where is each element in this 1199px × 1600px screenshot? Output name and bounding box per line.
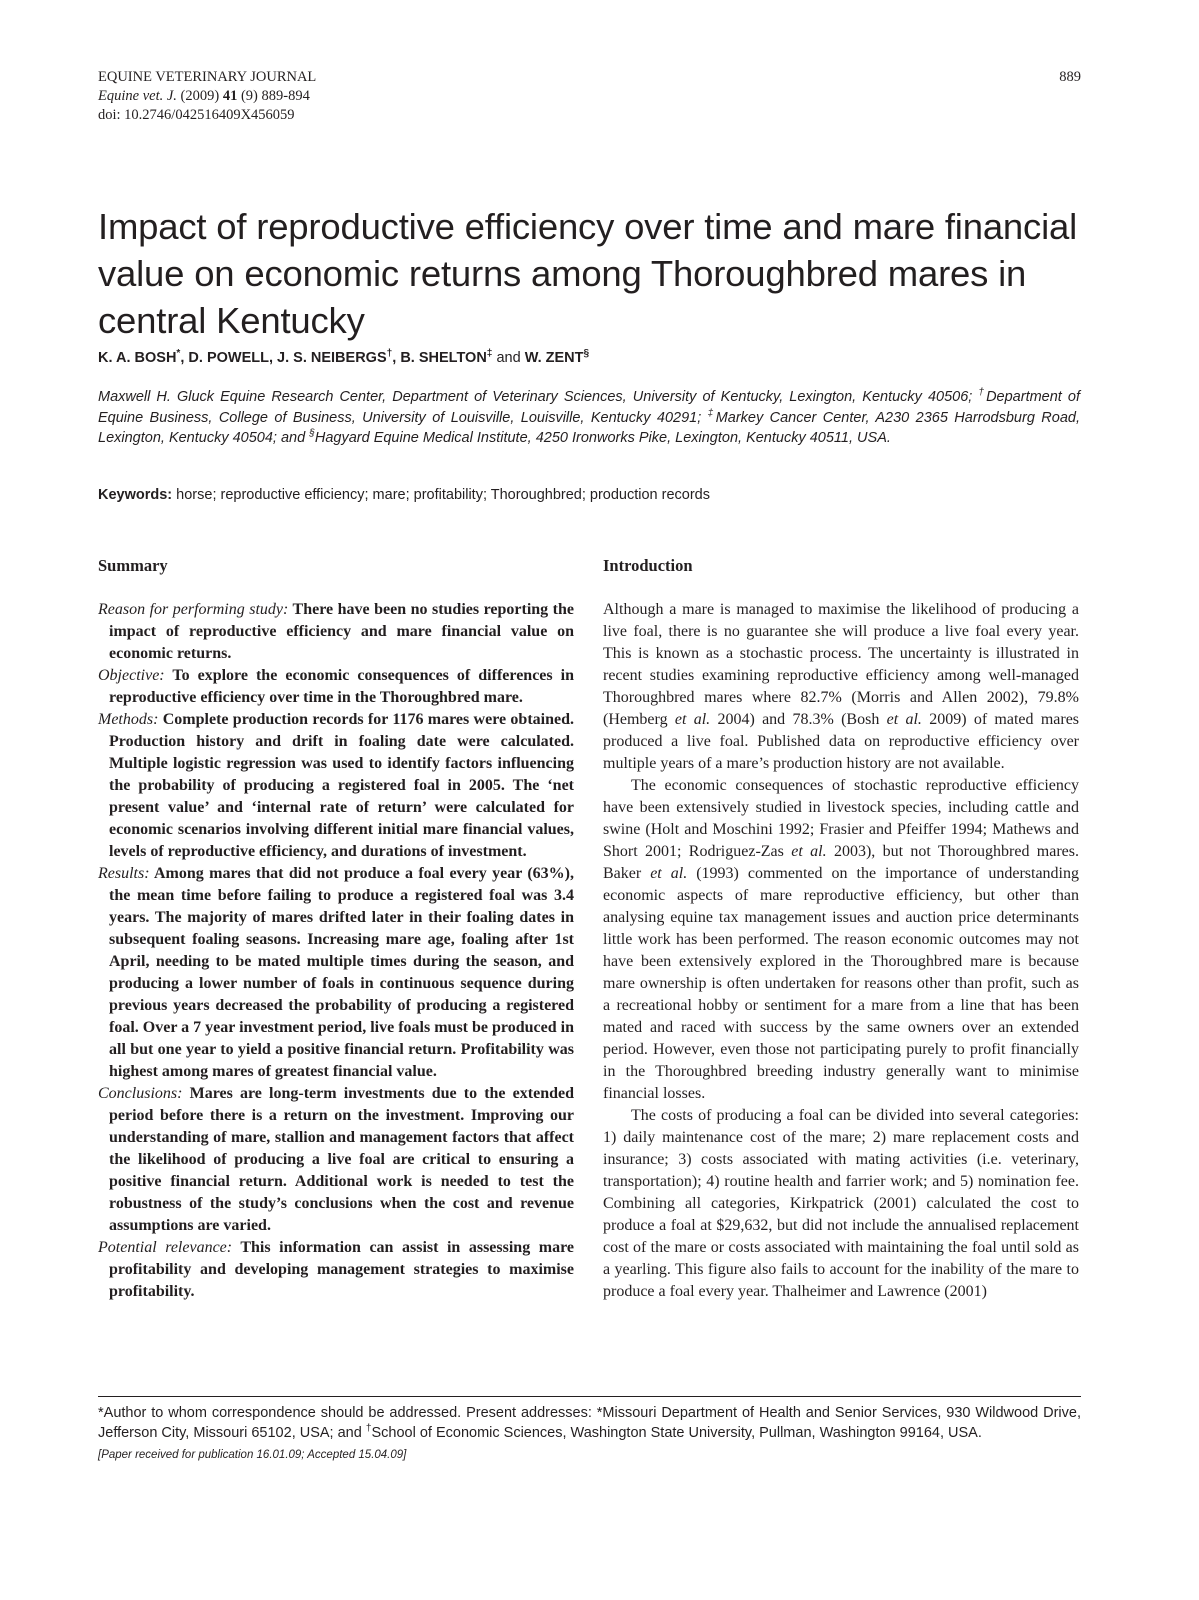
summary-relevance (98, 1237, 574, 1303)
footnote-mark: † (365, 1422, 372, 1434)
introduction-column (603, 555, 1079, 1303)
summary-label: Results: (98, 865, 150, 882)
author-1-mark: * (176, 348, 181, 360)
summary-methods (98, 709, 574, 863)
intro-text: 2004) and 78.3% (Bosh (710, 711, 887, 728)
authors-and: and (492, 350, 525, 366)
affiliation-2-mark: † (978, 387, 987, 399)
summary-label: Objective: (98, 667, 165, 684)
summary-label: Conclusions: (98, 1085, 183, 1102)
footnote-text: *Author to whom correspondence should be addressed. Present addresses: *Missouri Department of Health and Senior Services, 930 Wildwood Drive, Jefferson City, Missouri 65102, USA; and (98, 1405, 1081, 1441)
author-list (98, 350, 589, 366)
citation-volume: 41 (222, 88, 238, 104)
citation-issue-pages: (9) 889-894 (237, 88, 310, 104)
intro-paragraph-3: The costs of producing a foal can be divided into several categories: 1) daily maintenance cost of the mare; 2) mare replacement costs and insurance; 3) costs associated with mating activities (i.e. veterinary, transportation); 4) routine health and farrier work; and 5) nomination fee. Combining all categories, Kirkpatrick (2001) calculated the cost to produce a foal at $29,632, but did not include the annualised replacement cost of the mare or costs associated with maintaining the foal until sold as a yearling. This figure also fails to account for the inability of the mare to produce a foal every year. Thalheimer and Lawrence (2001) (603, 1107, 1079, 1300)
intro-text: 2003), but not Thoroughbred mares. Baker (603, 843, 1079, 882)
keywords (98, 487, 710, 503)
author-5-mark: § (583, 348, 590, 360)
summary-text: There have been no studies reporting the impact of reproductive efficiency and mare financial value on economic returns. (109, 601, 575, 662)
summary-text: Mares are long-term investments due to the extended period before there is a return on the investment. Improving our understanding of mare, stallion and management factors that affect the likelihood of producing a live foal are critical to ensuring a positive financial return. Additional work is needed to test the robustness of the study’s conclusions when the cost and revenue assumptions are varied. (109, 1085, 574, 1234)
footnote-text: School of Economic Sciences, Washington State University, Pullman, Washington 99164, USA. (371, 1424, 982, 1441)
intro-paragraph-1 (603, 599, 1079, 775)
received-dates: [Paper received for publication 16.01.09; Accepted 15.04.09] (98, 1449, 407, 1461)
keywords-text: horse; reproductive efficiency; mare; profitability; Thoroughbred; production records (172, 487, 710, 503)
summary-label: Potential relevance: (98, 1239, 233, 1256)
intro-paragraph-2 (603, 775, 1079, 1105)
affiliation-1: Maxwell H. Gluck Equine Research Center, Department of Veterinary Sciences, University of Kentucky, Lexington, Kentucky 40506; (98, 389, 979, 405)
author-4-mark: ‡ (486, 348, 493, 360)
affiliation-2: Department of Equine Business, College of Business, University of Louisville, Louisville, Kentucky 40291; (98, 389, 1080, 426)
footnotes (98, 1396, 1081, 1466)
author-5: W. ZENT (524, 350, 584, 366)
introduction-heading: Introduction (603, 556, 693, 575)
summary-text: To explore the economic consequences of differences in reproductive efficiency over time in the Thoroughbred mare. (109, 667, 574, 706)
authors-2-3: , D. POWELL, J. S. NEIBERGS (180, 350, 387, 366)
intro-text: (1993) commented on the importance of understanding economic aspects of mare reproductive efficiency, but other than analysing equine tax management issues and auction price determinants little work has been performed. The reason economic outcomes may not have been extensively explored in the Thoroughbred mare is because mare ownership is often undertaken for reasons other than profit, such as a recreational hobby or sentiment for a mare from a line that has been mated and raced with success by the same owners over an extended period. However, even those not participating purely to profit financially in the Thoroughbred breeding industry generally want to minimise financial losses. (603, 865, 1079, 1102)
summary-text: Among mares that did not produce a foal every year (63%), the mean time before failing to produce a registered foal was 3.4 years. The majority of mares drifted later in their foaling dates in subsequent foaling seasons. Increasing mare age, foaling after 1st April, needing to be mated multiple times during the season, and producing a lower number of foals in continuous sequence during previous years decreased the probability of producing a registered foal. Over a 7 year investment period, live foals must be produced in all but one year to yield a positive financial return. Profitability was highest among mares of greatest financial value. (109, 865, 574, 1080)
affiliation-3: Markey Cancer Center, A230 2365 Harrodsburg Road, Lexington, Kentucky 40504; and (98, 409, 1080, 446)
summary-text: This information can assist in assessing mare profitability and developing management strategies to maximise profitability. (109, 1239, 574, 1300)
author-1: K. A. BOSH (98, 350, 177, 366)
intro-etal: et al. (791, 843, 827, 860)
affiliation-4-mark: § (309, 428, 315, 440)
intro-text: 2009) of mated mares produced a live foal. Published data on reproductive efficiency over multiple years of a mare’s production history are not available. (603, 711, 1080, 772)
summary-label: Methods: (98, 711, 159, 728)
affiliation-3-mark: ‡ (707, 407, 716, 419)
correspondence-footnote (98, 1404, 1081, 1443)
author-3-mark: † (386, 348, 393, 360)
summary-conclusions (98, 1083, 574, 1237)
summary-objective (98, 665, 574, 709)
journal-name: EQUINE VETERINARY JOURNAL (98, 69, 317, 85)
doi: doi: 10.2746/042516409X456059 (98, 107, 295, 123)
summary-heading: Summary (98, 556, 168, 575)
intro-text: Although a mare is managed to maximise the likelihood of producing a live foal, there is no guarantee she will produce a live foal every year. This is known as a stochastic process. The uncertainty is illustrated in recent studies examining reproductive efficiency among well-managed Thoroughbred mares where 82.7% (Morris and Allen 2002), 79.8% (Hemberg (603, 601, 1079, 728)
affiliations (98, 387, 1080, 449)
summary-reason (98, 599, 574, 665)
summary-label: Reason for performing study: (98, 601, 289, 618)
intro-etal: et al. (886, 711, 922, 728)
article-title: Impact of reproductive efficiency over time and mare financial value on economic returns among Thoroughbred mares in central Kentucky (98, 206, 1077, 341)
summary-results (98, 863, 574, 1083)
author-4: , B. SHELTON (392, 350, 487, 366)
summary-text: Complete production records for 1176 mares were obtained. Production history and drift in foaling date were calculated. Multiple logistic regression was used to identify factors influencing the probability of producing a registered foal in 2005. The ‘net present value’ and ‘internal rate of return’ were calculated for economic scenarios involving different initial mare financial values, levels of reproductive efficiency, and durations of investment. (109, 711, 574, 860)
page-number: 889 (1059, 69, 1081, 85)
intro-etal: et al. (650, 865, 688, 882)
keywords-label: Keywords: (98, 487, 173, 503)
journal-header (98, 68, 1081, 125)
intro-etal: et al. (674, 711, 711, 728)
citation-line (98, 87, 1081, 106)
affiliation-4: Hagyard Equine Medical Institute, 4250 Ironworks Pike, Lexington, Kentucky 40511, USA. (314, 430, 891, 446)
citation-abbrev: Equine vet. J. (98, 88, 177, 104)
summary-column (98, 555, 574, 1303)
intro-text: The economic consequences of stochastic reproductive efficiency have been extensively studied in livestock species, including cattle and swine (Holt and Moschini 1992; Frasier and Pfeiffer 1994; Mathews and Short 2001; Rodriguez-Zas (603, 777, 1079, 860)
citation-year: (2009) (176, 88, 223, 104)
